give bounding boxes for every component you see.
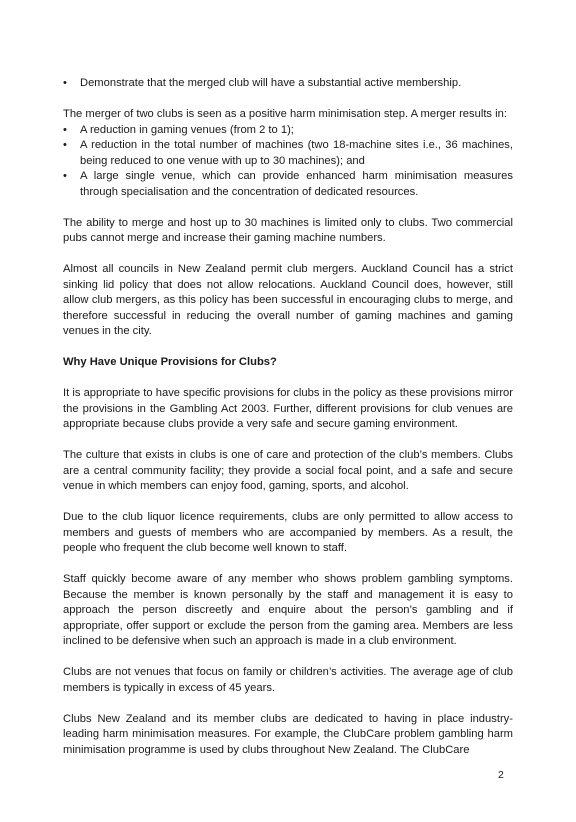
page-number: 2 bbox=[498, 769, 504, 781]
bullet-item-machines bbox=[63, 138, 513, 169]
bullet-marker: • bbox=[63, 77, 67, 89]
bullet-text: A reduction in the total number of machines (two 18-machine sites i.e., 36 machines, being reduced to one venue with up to 30 machines); and bbox=[80, 139, 513, 167]
paragraph-appropriate: It is appropriate to have specific provisions for clubs in the policy as these provisions mirror the provisions in the Gambling Act 2003. Further, different provisions for club venues are appropriate because clubs provide a very safe and secure gaming environment. bbox=[63, 387, 513, 430]
page-body bbox=[63, 76, 513, 758]
paragraph-licence: Due to the club liquor licence requirements, clubs are only permitted to allow access to members and guests of members who are accompanied by members. As a result, the people who frequent the club become well known to staff. bbox=[63, 511, 513, 554]
bullet-marker: • bbox=[63, 139, 67, 151]
paragraph-culture: The culture that exists in clubs is one of care and protection of the club’s members. Clubs are a central community facility; they provide a social focal point, and a safe and secure venue in which members can enjoy food, gaming, sports, and alcohol. bbox=[63, 449, 513, 492]
bullet-text: A large single venue, which can provide enhanced harm minimisation measures through specialisation and the concentration of dedicated resources. bbox=[80, 170, 513, 198]
bullet-marker: • bbox=[63, 170, 67, 182]
paragraph-councils: Almost all councils in New Zealand permit club mergers. Auckland Council has a strict sinking lid policy that does not allow relocations. Auckland Council does, however, still allow club mergers, as this policy has been successful in encouraging clubs to merge, and therefore successful in reducing the overall number of gaming machines and gaming venues in the city. bbox=[63, 263, 513, 337]
section-heading: Why Have Unique Provisions for Clubs? bbox=[63, 356, 277, 368]
bullet-item-venues bbox=[63, 123, 513, 139]
bullet-marker: • bbox=[63, 123, 67, 136]
paragraph-clubsnz: Clubs New Zealand and its member clubs are dedicated to having in place industry-leading harm minimisation measures. For example, the ClubCare problem gambling harm minimisation programme is used by clubs throughout New Zealand. The ClubCare bbox=[63, 712, 513, 756]
bullet-item-single-venue bbox=[63, 169, 513, 200]
bullet-item-membership bbox=[63, 76, 513, 92]
paragraph-merger-intro: The merger of two clubs is seen as a positive harm minimisation step. A merger results in: bbox=[63, 108, 507, 120]
bullet-text: A reduction in gaming venues (from 2 to 1); bbox=[80, 123, 294, 136]
paragraph-family: Clubs are not venues that focus on family or children’s activities. The average age of club members is typically in excess of 45 years. bbox=[63, 666, 513, 694]
bullet-text: Demonstrate that the merged club will have a substantial active membership. bbox=[80, 77, 462, 89]
paragraph-ability: The ability to merge and host up to 30 machines is limited only to clubs. Two commercial pubs cannot merge and increase their gaming machine numbers. bbox=[63, 216, 513, 244]
paragraph-staff: Staff quickly become aware of any member who shows problem gambling symptoms. Because the member is known personally by the staff and management it is easy to approach the person discreetly and enquire about the person’s gambling and if appropriate, offer support or exclude the person from the gaming area. Members are less inclined to be defensive when such an approach is made in a club environment. bbox=[63, 573, 513, 647]
